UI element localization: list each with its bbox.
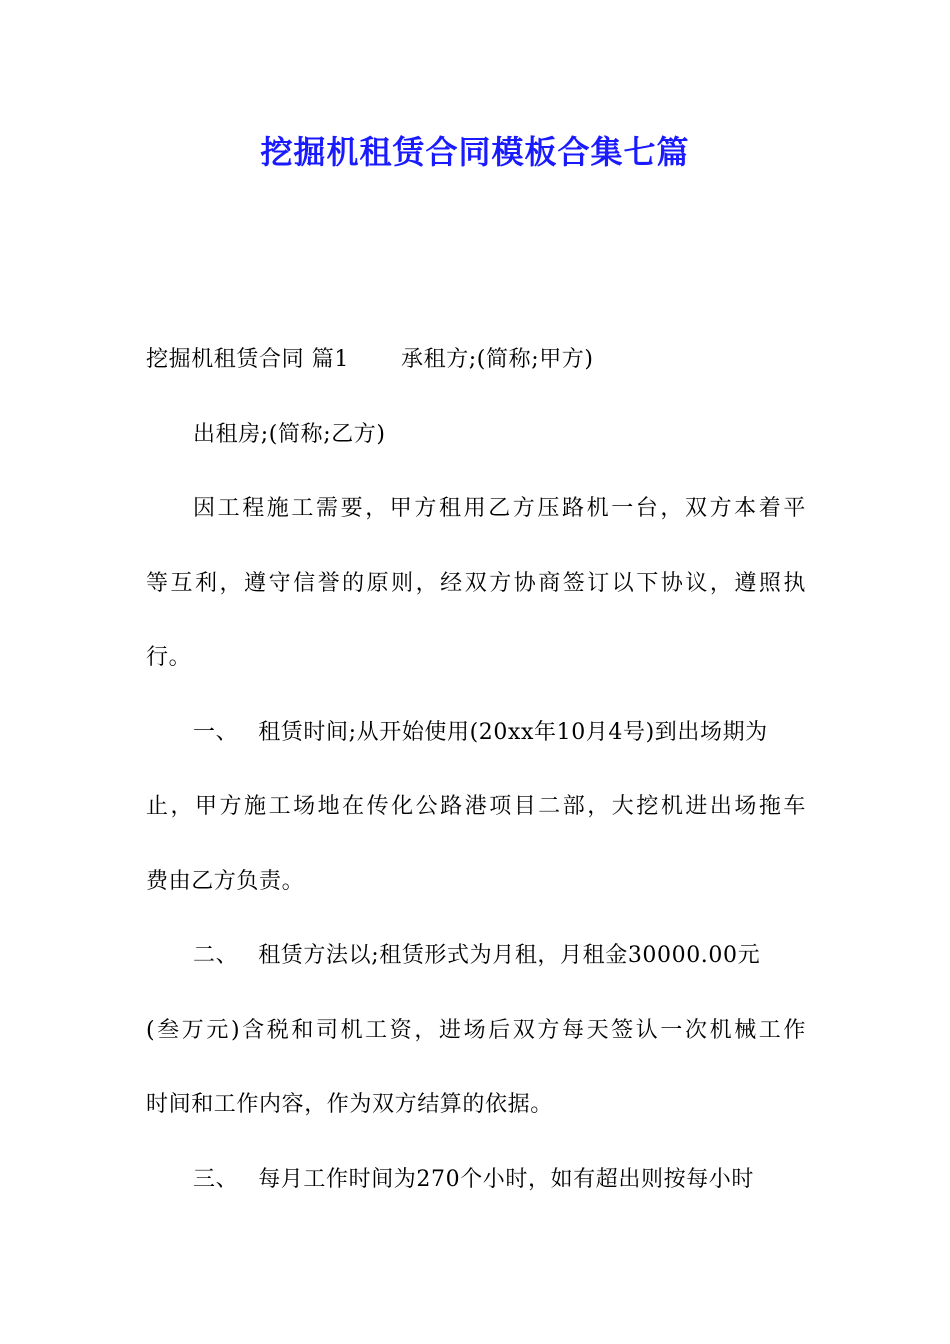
clause-three-line: [193, 1165, 806, 1195]
clause-number: 一、: [193, 720, 239, 745]
clause-text: 每月工作时间为270个小时，如有超出则按每小时: [258, 1167, 754, 1192]
paragraph-line: 费由乙方负责。: [146, 869, 305, 894]
contract-section-label: 挖掘机租赁合同 篇1: [146, 347, 349, 372]
paragraph-line: 时间和工作内容，作为双方结算的依据。: [146, 1092, 553, 1117]
clause-one-line: [193, 718, 806, 748]
lessee-label: 承租方;(简称;甲方): [401, 347, 594, 372]
clause-number: 三、: [193, 1167, 239, 1192]
clause-two-line: [193, 941, 806, 971]
paragraph-line: 行。: [146, 645, 192, 670]
paragraph-line: 止，甲方施工场地在传化公路港项目二部，大挖机进出场拖车: [146, 794, 806, 819]
lessor-line: 出租房;(简称;乙方): [193, 422, 386, 447]
contract-heading-line: [146, 345, 806, 375]
clause-text: 租赁时间;从开始使用(20xx年10月4号)到出场期为: [258, 720, 768, 745]
clause-number: 二、: [193, 943, 239, 968]
paragraph-line: 因工程施工需要，甲方租用乙方压路机一台，双方本着平: [193, 496, 806, 521]
paragraph-line: 等互利，遵守信誉的原则，经双方协商签订以下协议，遵照执: [146, 571, 806, 596]
clause-text: 租赁方法以;租赁形式为月租，月租金30000.00元: [258, 943, 761, 968]
paragraph-line: (叁万元)含税和司机工资，进场后双方每天签认一次机械工作: [146, 1018, 806, 1043]
document-title: 挖掘机租赁合同模板合集七篇: [260, 133, 690, 171]
